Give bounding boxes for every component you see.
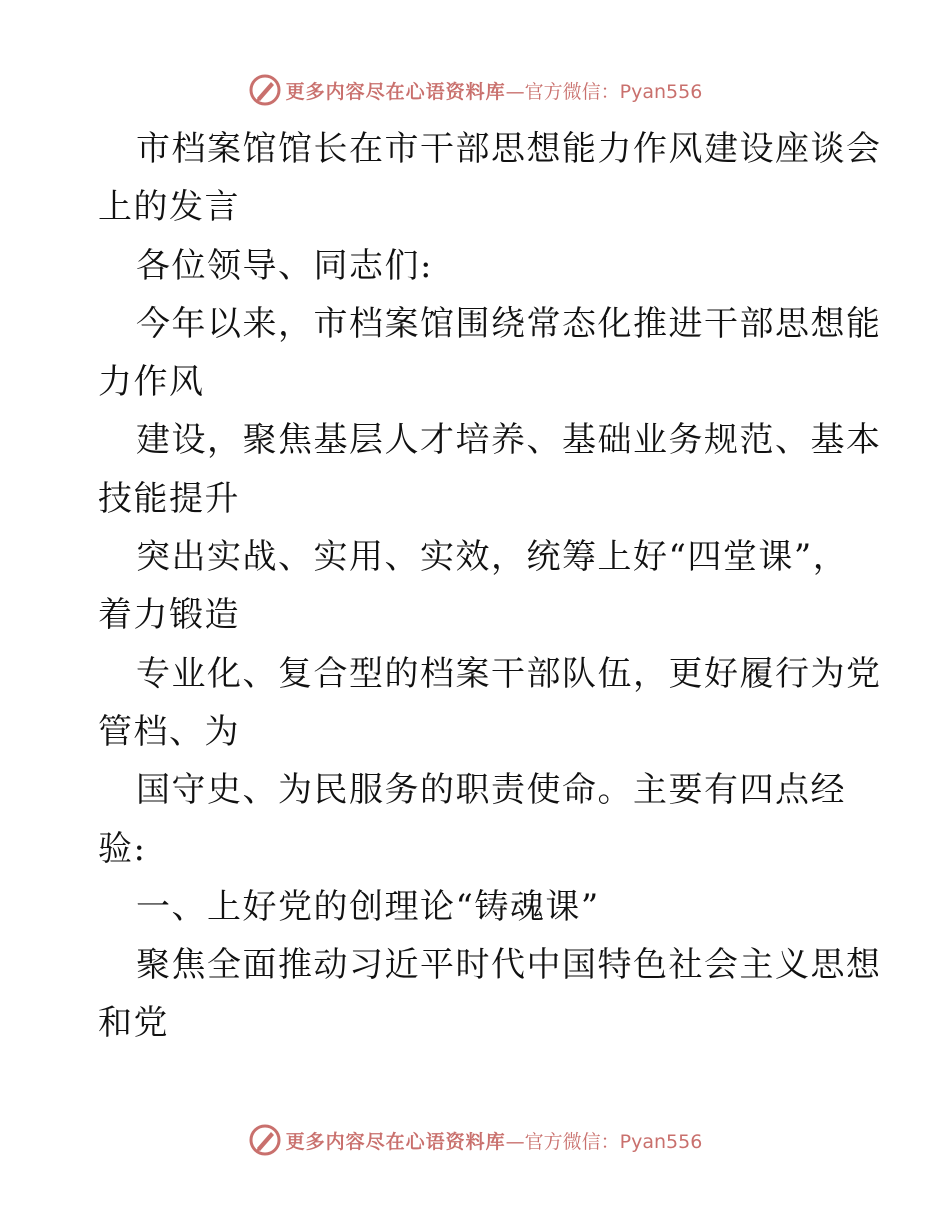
section-heading: 一、上好党的创理论“铸魂课”	[136, 886, 600, 927]
pen-logo-icon	[248, 1123, 282, 1157]
paragraph-line: 突出实战、实用、实效，统筹上好“四堂课”，	[136, 537, 849, 578]
pen-logo-icon	[248, 73, 282, 107]
paragraph-line: 技能提升	[98, 478, 240, 519]
salutation: 各位领导、同志们:	[136, 245, 433, 286]
header-watermark	[0, 70, 950, 110]
paragraph-line: 聚焦全面推动习近平时代中国特色社会主义思想	[136, 945, 882, 986]
title-line: 市档案馆馆长在市干部思想能力作风建设座谈会	[136, 129, 882, 169]
paragraph-line: 建设，聚焦基层人才培养、基础业务规范、基本	[136, 420, 882, 461]
paragraph-line: 专业化、复合型的档案干部队伍，更好履行为党	[136, 653, 882, 694]
paragraph-line: 今年以来，市档案馆围绕常态化推进干部思想能	[136, 303, 882, 344]
paragraph-line: 国守史、为民服务的职责使命。主要有四点经	[136, 770, 846, 811]
paragraph-line: 验:	[98, 828, 147, 869]
watermark-brand: 更多内容尽在心语资料库	[285, 1130, 506, 1153]
watermark-contact: —官方微信：Pyan556	[505, 1130, 703, 1153]
footer-watermark	[0, 1120, 950, 1160]
watermark-contact: —官方微信：Pyan556	[505, 80, 703, 103]
paragraph-line: 力作风	[98, 362, 205, 403]
document-body	[98, 120, 882, 1053]
watermark-brand: 更多内容尽在心语资料库	[285, 80, 506, 103]
paragraph-line: 着力锻造	[98, 595, 240, 636]
paragraph-line: 管档、为	[98, 711, 240, 752]
title-line: 上的发言	[98, 187, 240, 228]
paragraph-line: 和党	[98, 1003, 169, 1044]
